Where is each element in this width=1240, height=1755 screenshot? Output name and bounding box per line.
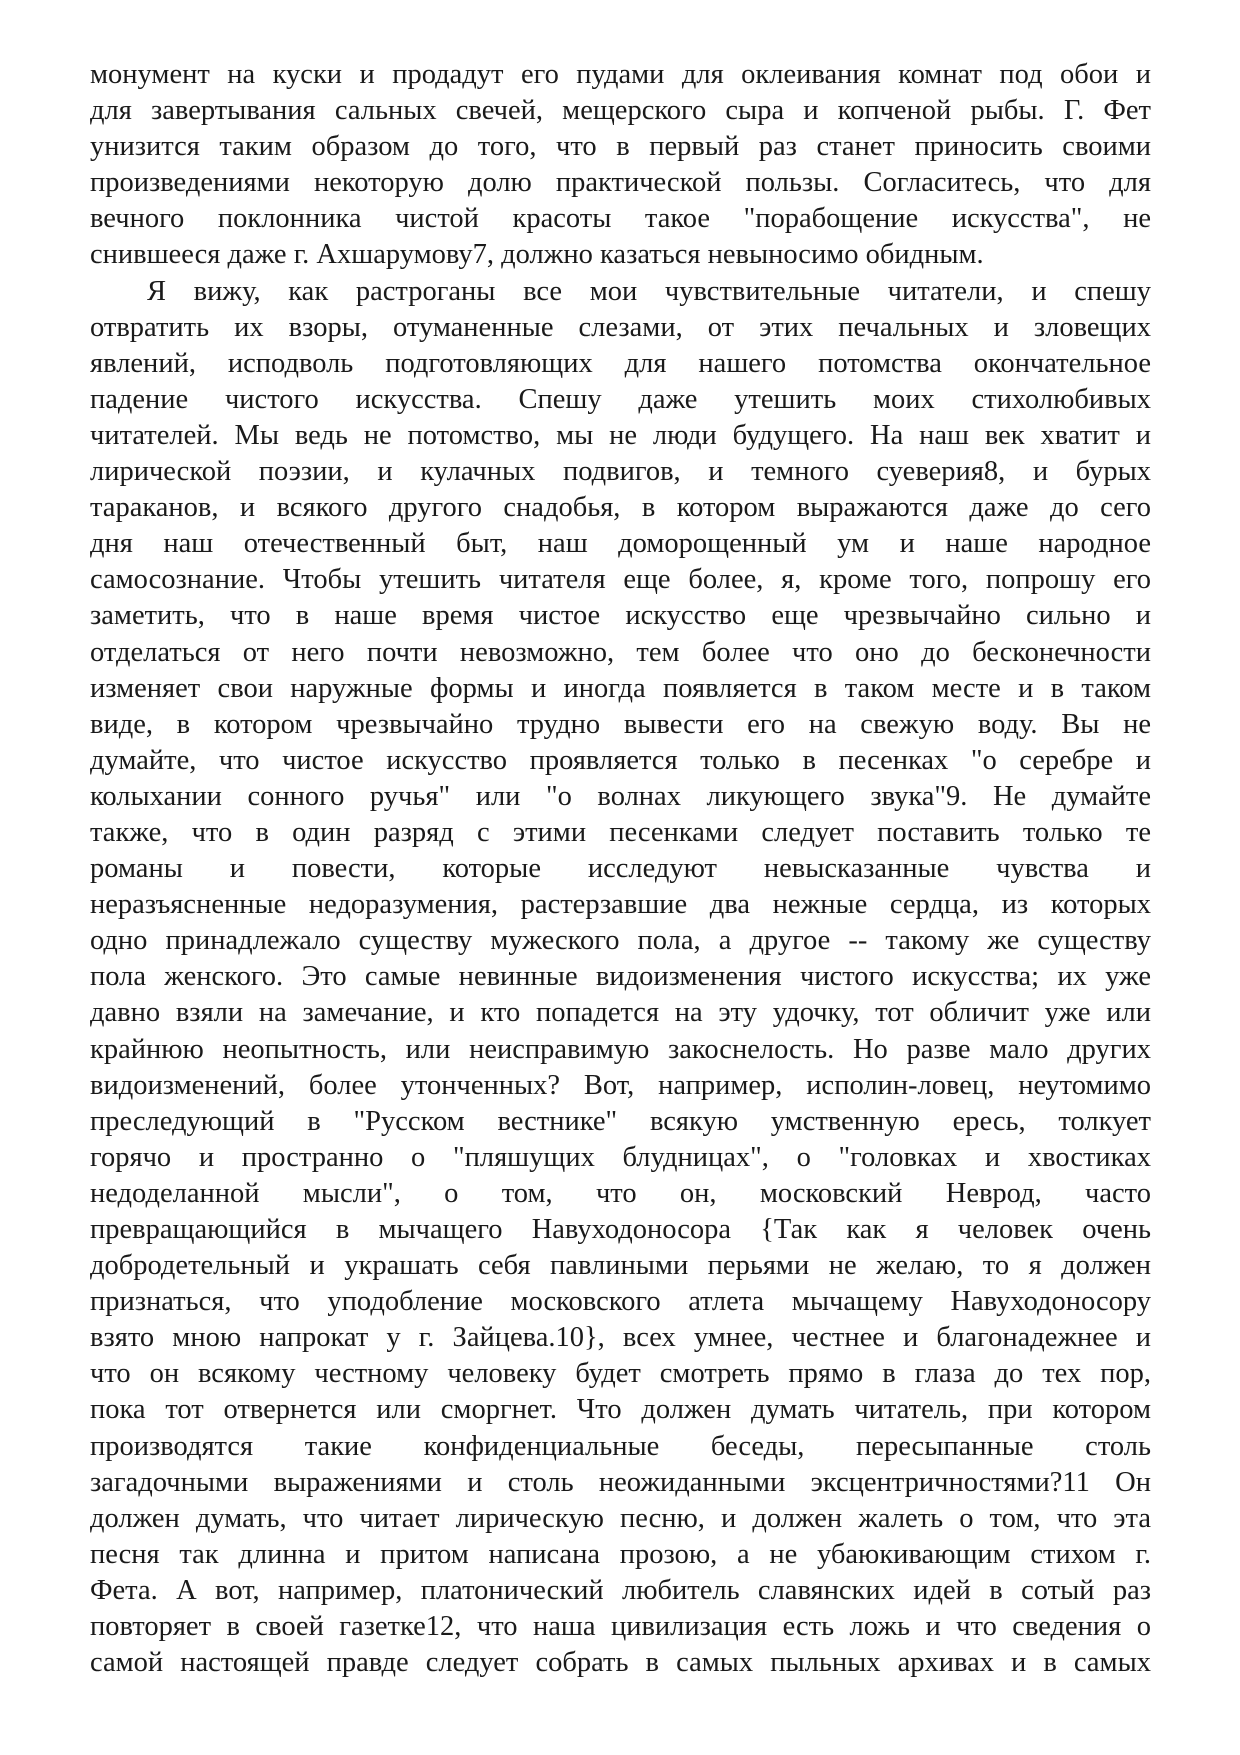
text-line: должен думать, что читает лирическую песню, и должен жалеть о том, что эта (90, 1502, 1151, 1534)
text-line: отвратить их взоры, отуманенные слезами, от этих печальных и зловещих (90, 311, 1151, 343)
text-line: также, что в один разряд с этими песенками следует поставить только те (90, 816, 1151, 848)
text-line: лирической поэзии, и кулачных подвигов, и темного суеверия8, и бурых (90, 456, 1151, 488)
text-line: отделаться от него почти невозможно, тем более что оно до бесконечности (90, 636, 1151, 668)
document-page (90, 57, 1151, 1681)
text-line: изменяет свои наружные формы и иногда появляется в таком месте и в таком (90, 672, 1151, 704)
text-line: читателей. Мы ведь не потомство, мы не люди будущего. На наш век хватит и (90, 419, 1151, 451)
text-line: виде, в котором чрезвычайно трудно вывести его на свежую воду. Вы не (90, 708, 1151, 740)
text-line: производятся такие конфиденциальные беседы, пересыпанные столь (90, 1430, 1151, 1462)
text-line: повторяет в своей газетке12, что наша цивилизация есть ложь и что сведения о (90, 1611, 1151, 1643)
text-line: думайте, что чистое искусство проявляется только в песенках "о серебре и (90, 744, 1151, 776)
text-line: недоделанной мысли", о том, что он, московский Неврод, часто (90, 1177, 1151, 1209)
text-line: самой настоящей правде следует собрать в самых пыльных архивах и в самых (90, 1647, 1151, 1679)
text-line: для завертывания сальных свечей, мещерского сыра и копченой рыбы. Г. Фет (90, 95, 1151, 127)
text-line: произведениями некоторую долю практической пользы. Согласитесь, что для (90, 167, 1151, 199)
text-line: пока тот отвернется или сморгнет. Что должен думать читатель, при котором (90, 1394, 1151, 1426)
text-line: вечного поклонника чистой красоты такое "порабощение искусства", не (90, 203, 1151, 235)
text-line: что он всякому честному человеку будет смотреть прямо в глаза до тех пор, (90, 1358, 1151, 1390)
text-line: пола женского. Это самые невинные видоизменения чистого искусства; их уже (90, 961, 1151, 993)
text-line: давно взяли на замечание, и кто попадется на эту удочку, тот обличит уже или (90, 997, 1151, 1029)
text-line: горячо и пространно о "пляшущих блудницах", о "головках и хвостиках (90, 1141, 1151, 1173)
text-line: самосознание. Чтобы утешить читателя еще более, я, кроме того, попрошу его (90, 564, 1151, 596)
text-line: Фета. А вот, например, платонический любитель славянских идей в сотый раз (90, 1574, 1151, 1606)
text-line: превращающийся в мычащего Навуходоносора {Так как я человек очень (90, 1214, 1151, 1245)
text-line: Я вижу, как растроганы все мои чувствительные читатели, и спешу (147, 275, 1151, 307)
text-line: снившееся даже г. Ахшарумову7, должно казаться невыносимо обидным. (90, 239, 984, 271)
text-line: романы и повести, которые исследуют невысказанные чувства и (90, 853, 1151, 885)
text-line: признаться, что уподобление московского атлета мычащему Навуходоносору (90, 1286, 1151, 1318)
text-line: колыхании сонного ручья" или "о волнах ликующего звука"9. Не думайте (90, 780, 1151, 812)
text-line: дня наш отечественный быт, наш доморощенный ум и наше народное (90, 528, 1151, 560)
text-line: загадочными выражениями и столь неожиданными эксцентричностями?11 Он (90, 1466, 1151, 1498)
text-line: песня так длинна и притом написана прозою, а не убаюкивающим стихом г. (90, 1538, 1151, 1570)
text-line: падение чистого искусства. Спешу даже утешить моих стихолюбивых (90, 383, 1151, 415)
text-line: монумент на куски и продадут его пудами для оклеивания комнат под обои и (90, 59, 1151, 90)
text-line: заметить, что в наше время чистое искусство еще чрезвычайно сильно и (90, 600, 1151, 632)
text-line: добродетельный и украшать себя павлиными перьями не желаю, то я должен (90, 1250, 1151, 1282)
text-line: взято мною напрокат у г. Зайцева.10}, всех умнее, честнее и благонадежнее и (90, 1322, 1151, 1354)
text-line: одно принадлежало существу мужеского пола, а другое -- такому же существу (90, 925, 1151, 957)
text-line: видоизменений, более утонченных? Вот, например, исполин-ловец, неутомимо (90, 1069, 1151, 1101)
text-line: унизится таким образом до того, что в первый раз станет приносить своими (90, 131, 1151, 163)
text-line: тараканов, и всякого другого снадобья, в котором выражаются даже до сего (90, 492, 1151, 524)
text-line: неразъясненные недоразумения, растерзавшие два нежные сердца, из которых (90, 889, 1151, 921)
text-line: крайнюю неопытность, или неисправимую закоснелость. Но разве мало других (90, 1033, 1151, 1065)
text-line: явлений, исподволь подготовляющих для нашего потомства окончательное (90, 347, 1151, 379)
text-line: преследующий в "Русском вестнике" всякую умственную ересь, толкует (90, 1105, 1151, 1137)
